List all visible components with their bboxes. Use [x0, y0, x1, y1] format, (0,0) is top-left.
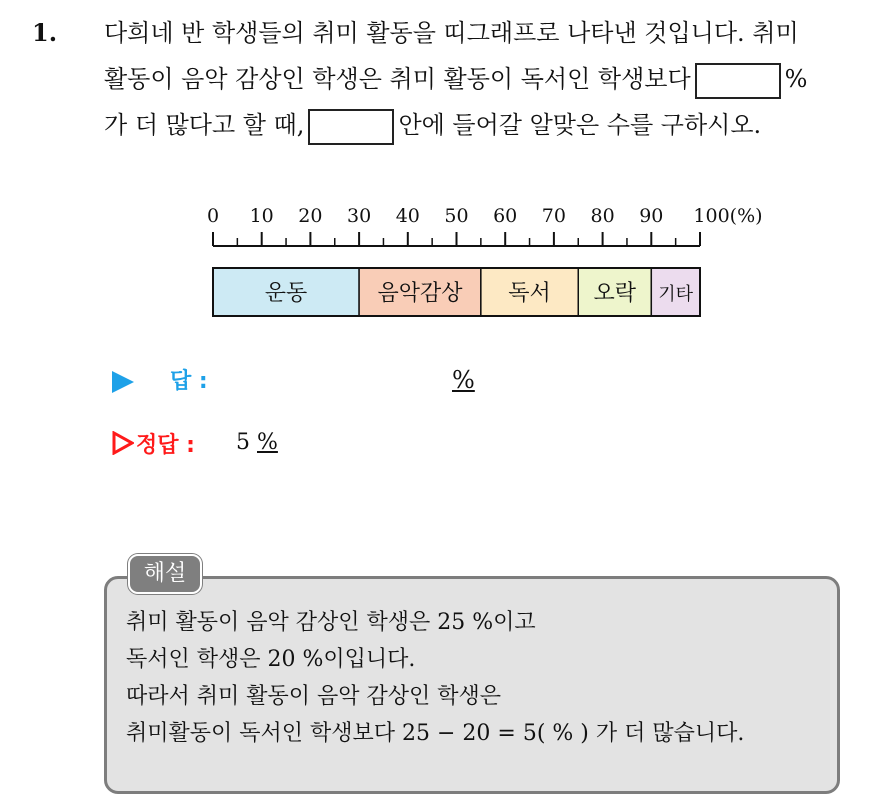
correct-value: 5	[236, 430, 250, 455]
answer-blank-box	[695, 63, 781, 99]
tick-label: 10	[249, 205, 274, 227]
explanation-text	[126, 604, 744, 752]
segment-label: 독서	[508, 281, 551, 306]
correct-arrow-icon	[112, 431, 134, 455]
explanation-line-3: 따라서 취미 활동이 음악 감상인 학생은	[126, 684, 501, 709]
tick-label: 100(%)	[693, 205, 763, 227]
tick-label: 30	[347, 205, 372, 227]
explanation-line-1: 취미 활동이 음악 감상인 학생은 25 %이고	[126, 610, 536, 635]
answer-unit: %	[452, 366, 475, 394]
question-line-3	[104, 102, 864, 148]
segment-label: 오락	[593, 281, 637, 306]
question-text	[104, 10, 864, 148]
explanation-line-2: 독서인 학생은 20 %이입니다.	[126, 647, 416, 672]
band-graph	[180, 196, 780, 326]
tick-label: 20	[298, 205, 323, 227]
question-line-2-text: 활동이 음악 감상인 학생은 취미 활동이 독서인 학생보다	[104, 65, 691, 93]
explanation-tag: 해설	[128, 554, 202, 594]
question-number: 1.	[32, 18, 58, 47]
correct-unit: %	[257, 430, 278, 455]
question-line-3-text: 가 더 많다고 할 때,	[104, 111, 305, 139]
blank-reference-box	[308, 109, 394, 145]
segment-label: 기타	[658, 284, 694, 305]
tick-label: 70	[541, 205, 566, 227]
tick-label: 60	[493, 205, 518, 227]
tick-label: 0	[206, 205, 220, 227]
question-line-3-tail: 안에 들어갈 알맞은 수를 구하시오.	[398, 111, 762, 139]
tick-label: 80	[590, 205, 615, 227]
tick-label: 40	[395, 205, 420, 227]
answer-arrow-icon	[112, 371, 134, 393]
answer-label: 답 :	[170, 369, 208, 394]
explanation-line-4: 취미활동이 독서인 학생보다 25 − 20 = 5( % ) 가 더 많습니다.	[126, 721, 745, 746]
tick-label: 50	[444, 205, 469, 227]
question-line-2	[104, 56, 864, 102]
percent-unit: %	[784, 65, 808, 93]
correct-label: 정답 :	[136, 433, 195, 458]
segment-label: 음악감상	[377, 281, 463, 306]
segment-label: 운동	[264, 281, 308, 306]
question-line-1: 다희네 반 학생들의 취미 활동을 띠그래프로 나타낸 것입니다. 취미	[104, 19, 799, 47]
tick-label: 90	[639, 205, 664, 227]
correct-answer	[236, 430, 278, 455]
